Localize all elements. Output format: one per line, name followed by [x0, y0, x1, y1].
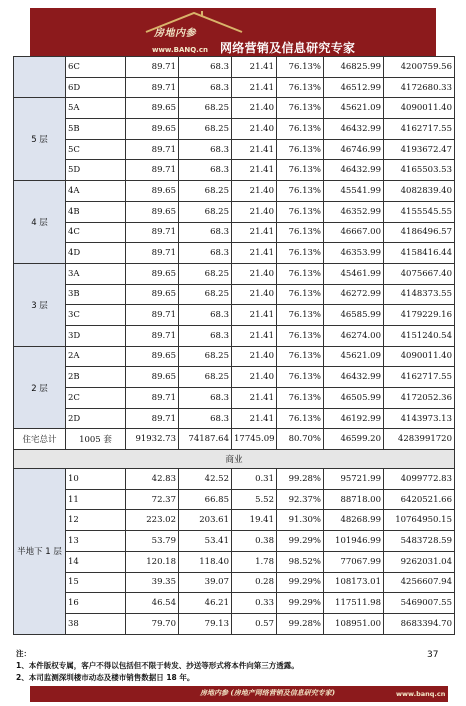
total-cell: 6420521.66: [384, 489, 455, 510]
total-cell: 4256607.94: [384, 572, 455, 593]
total-cell: 4193672.47: [384, 139, 455, 160]
price-cell: 46432.99: [324, 119, 384, 140]
total-price-cell: 46599.20: [324, 429, 384, 450]
floor-label-cell: 半地下 1 层: [14, 469, 66, 635]
section-label-cell: 商业: [14, 450, 455, 469]
net-cell: 68.25: [179, 98, 232, 119]
price-cell: 95721.99: [324, 469, 384, 490]
total-cell: 4148373.55: [384, 284, 455, 305]
net-cell: 68.25: [179, 346, 232, 367]
net-cell: 68.3: [179, 77, 232, 98]
net-cell: 118.40: [179, 551, 232, 572]
ratio-cell: 76.13%: [277, 57, 324, 78]
total-cell: 4090011.40: [384, 98, 455, 119]
ratio-cell: 76.13%: [277, 284, 324, 305]
table-row: [14, 510, 455, 531]
price-cell: 45621.09: [324, 346, 384, 367]
gross-cell: 89.71: [126, 243, 179, 264]
ratio-cell: 76.13%: [277, 408, 324, 429]
shared-cell: 21.40: [232, 346, 277, 367]
net-cell: 68.3: [179, 408, 232, 429]
table-row: [14, 325, 455, 346]
total-cell: 4082839.40: [384, 181, 455, 202]
unit-cell: 3C: [66, 305, 126, 326]
gross-cell: 53.79: [126, 531, 179, 552]
table-row: [14, 469, 455, 490]
unit-cell: 2D: [66, 408, 126, 429]
net-cell: 203.61: [179, 510, 232, 531]
gross-cell: 42.83: [126, 469, 179, 490]
total-shared-cell: 17745.09: [232, 429, 277, 450]
shared-cell: 19.41: [232, 510, 277, 531]
table-row: [14, 98, 455, 119]
ratio-cell: 91.30%: [277, 510, 324, 531]
shared-cell: 5.52: [232, 489, 277, 510]
floor-label-cell: 3 层: [14, 263, 66, 346]
price-cell: 46353.99: [324, 243, 384, 264]
table-row: [14, 222, 455, 243]
total-cell: 4162717.55: [384, 119, 455, 140]
shared-cell: 21.41: [232, 160, 277, 181]
gross-cell: 120.18: [126, 551, 179, 572]
ratio-cell: 76.13%: [277, 201, 324, 222]
total-gross-cell: 91932.73: [126, 429, 179, 450]
shared-cell: 21.41: [232, 77, 277, 98]
gross-cell: 89.71: [126, 388, 179, 409]
table-row: [14, 408, 455, 429]
net-cell: 66.85: [179, 489, 232, 510]
unit-cell: 6D: [66, 77, 126, 98]
shared-cell: 21.41: [232, 305, 277, 326]
table-row: [14, 346, 455, 367]
ratio-cell: 99.29%: [277, 531, 324, 552]
table-row: [14, 77, 455, 98]
table-row: [14, 181, 455, 202]
unit-cell: 4B: [66, 201, 126, 222]
shared-cell: 21.40: [232, 181, 277, 202]
ratio-cell: 99.28%: [277, 613, 324, 634]
net-cell: 68.25: [179, 181, 232, 202]
price-cell: 46192.99: [324, 408, 384, 429]
table-row: [14, 263, 455, 284]
net-cell: 42.52: [179, 469, 232, 490]
note-line-2: 2、本司监测深圳楼市动态及楼市销售数据日 18 年。: [16, 673, 195, 682]
ratio-cell: 76.13%: [277, 243, 324, 264]
total-cell: 4151240.54: [384, 325, 455, 346]
total-cell: 4162717.55: [384, 367, 455, 388]
ratio-cell: 76.13%: [277, 181, 324, 202]
ratio-cell: 76.13%: [277, 77, 324, 98]
gross-cell: 89.65: [126, 201, 179, 222]
ratio-cell: 76.13%: [277, 388, 324, 409]
table-row: [14, 572, 455, 593]
logo-text: 房地内参: [154, 28, 196, 39]
unit-cell: 3B: [66, 284, 126, 305]
notes: [16, 648, 426, 684]
unit-cell: 38: [66, 613, 126, 634]
net-cell: 68.25: [179, 119, 232, 140]
total-net-cell: 74187.64: [179, 429, 232, 450]
unit-cell: 11: [66, 489, 126, 510]
shared-cell: 21.41: [232, 408, 277, 429]
gross-cell: 223.02: [126, 510, 179, 531]
unit-cell: 4C: [66, 222, 126, 243]
unit-cell: 13: [66, 531, 126, 552]
price-cell: 46272.99: [324, 284, 384, 305]
total-cell: 4179229.16: [384, 305, 455, 326]
shared-cell: 21.41: [232, 222, 277, 243]
net-cell: 68.3: [179, 243, 232, 264]
unit-cell: 14: [66, 551, 126, 572]
shared-cell: 0.33: [232, 593, 277, 614]
footer-site-url: www.banq.cn: [396, 690, 446, 698]
table-row: [14, 551, 455, 572]
note-line-1: 1、本件版权专属，客户不得以包括但不限于转发、抄送等形式将本件向第三方透露。: [16, 661, 299, 670]
total-cell: 4143973.13: [384, 408, 455, 429]
shared-cell: 21.41: [232, 57, 277, 78]
table-row: [14, 489, 455, 510]
unit-cell: 12: [66, 510, 126, 531]
gross-cell: 89.71: [126, 160, 179, 181]
unit-cell: 4A: [66, 181, 126, 202]
shared-cell: 21.40: [232, 263, 277, 284]
shared-cell: 0.57: [232, 613, 277, 634]
price-cell: 117511.98: [324, 593, 384, 614]
unit-cell: 3A: [66, 263, 126, 284]
shared-cell: 21.40: [232, 201, 277, 222]
shared-cell: 21.40: [232, 284, 277, 305]
net-cell: 39.07: [179, 572, 232, 593]
total-total-cell: 4283991720: [384, 429, 455, 450]
page-header: [30, 8, 436, 56]
ratio-cell: 76.13%: [277, 160, 324, 181]
gross-cell: 89.65: [126, 98, 179, 119]
table-row: [14, 57, 455, 78]
total-cell: 4099772.83: [384, 469, 455, 490]
gross-cell: 89.71: [126, 408, 179, 429]
net-cell: 68.25: [179, 263, 232, 284]
net-cell: 68.25: [179, 367, 232, 388]
total-cell: 5469007.55: [384, 593, 455, 614]
gross-cell: 89.65: [126, 367, 179, 388]
unit-cell: 2B: [66, 367, 126, 388]
net-cell: 68.3: [179, 388, 232, 409]
shared-cell: 21.41: [232, 325, 277, 346]
net-cell: 68.25: [179, 201, 232, 222]
total-cell: 4090011.40: [384, 346, 455, 367]
gross-cell: 72.37: [126, 489, 179, 510]
total-cell: 4158416.44: [384, 243, 455, 264]
table-row: [14, 367, 455, 388]
shared-cell: 21.41: [232, 243, 277, 264]
gross-cell: 89.71: [126, 139, 179, 160]
price-cell: 46352.99: [324, 201, 384, 222]
price-cell: 46585.99: [324, 305, 384, 326]
shared-cell: 21.40: [232, 367, 277, 388]
net-cell: 68.3: [179, 305, 232, 326]
price-cell: 45461.99: [324, 263, 384, 284]
ratio-cell: 76.13%: [277, 119, 324, 140]
price-cell: 46825.99: [324, 57, 384, 78]
unit-cell: 15: [66, 572, 126, 593]
price-cell: 46512.99: [324, 77, 384, 98]
table-row: [14, 160, 455, 181]
floor-label-cell: 4 层: [14, 181, 66, 264]
gross-cell: 46.54: [126, 593, 179, 614]
page-number: 37: [427, 650, 439, 660]
shared-cell: 1.78: [232, 551, 277, 572]
shared-cell: 0.38: [232, 531, 277, 552]
table-row: [14, 139, 455, 160]
gross-cell: 39.35: [126, 572, 179, 593]
price-cell: 45621.09: [324, 98, 384, 119]
ratio-cell: 76.13%: [277, 325, 324, 346]
table-row: [14, 119, 455, 140]
unit-cell: 5D: [66, 160, 126, 181]
gross-cell: 89.71: [126, 77, 179, 98]
page-footer: [30, 686, 448, 702]
net-cell: 68.3: [179, 57, 232, 78]
price-cell: 45541.99: [324, 181, 384, 202]
net-cell: 79.13: [179, 613, 232, 634]
ratio-cell: 99.29%: [277, 572, 324, 593]
net-cell: 68.25: [179, 284, 232, 305]
unit-cell: 2C: [66, 388, 126, 409]
table-row: [14, 305, 455, 326]
unit-cell: 16: [66, 593, 126, 614]
table-row: [14, 284, 455, 305]
net-cell: 68.3: [179, 222, 232, 243]
unit-cell: 5A: [66, 98, 126, 119]
total-cell: 4075667.40: [384, 263, 455, 284]
notes-heading: 注：: [16, 649, 31, 658]
floor-label-cell: 2 层: [14, 346, 66, 429]
gross-cell: 79.70: [126, 613, 179, 634]
price-cell: 88718.00: [324, 489, 384, 510]
price-cell: 77067.99: [324, 551, 384, 572]
ratio-cell: 98.52%: [277, 551, 324, 572]
ratio-cell: 99.29%: [277, 593, 324, 614]
price-cell: 108173.01: [324, 572, 384, 593]
total-cell: 9262031.04: [384, 551, 455, 572]
total-cell: 4172680.33: [384, 77, 455, 98]
table-row: [14, 531, 455, 552]
net-cell: 68.3: [179, 325, 232, 346]
ratio-cell: 76.13%: [277, 139, 324, 160]
price-cell: 46667.00: [324, 222, 384, 243]
unit-cell: 5C: [66, 139, 126, 160]
price-cell: 46432.99: [324, 160, 384, 181]
total-cell: 4172052.36: [384, 388, 455, 409]
total-cell: 4200759.56: [384, 57, 455, 78]
total-ratio-cell: 80.70%: [277, 429, 324, 450]
shared-cell: 21.41: [232, 139, 277, 160]
total-cell: 4155545.55: [384, 201, 455, 222]
total-units-cell: 1005 套: [66, 429, 126, 450]
price-cell: 101946.99: [324, 531, 384, 552]
ratio-cell: 76.13%: [277, 263, 324, 284]
price-cell: 46432.99: [324, 367, 384, 388]
price-cell: 46505.99: [324, 388, 384, 409]
unit-cell: 10: [66, 469, 126, 490]
total-cell: 10764950.15: [384, 510, 455, 531]
total-label-cell: 住宅总计: [14, 429, 66, 450]
total-cell: 5483728.59: [384, 531, 455, 552]
gross-cell: 89.71: [126, 222, 179, 243]
shared-cell: 0.31: [232, 469, 277, 490]
unit-cell: 6C: [66, 57, 126, 78]
net-cell: 68.3: [179, 139, 232, 160]
gross-cell: 89.71: [126, 325, 179, 346]
total-cell: 4165503.53: [384, 160, 455, 181]
net-cell: 46.21: [179, 593, 232, 614]
gross-cell: 89.71: [126, 57, 179, 78]
table-row: [14, 201, 455, 222]
ratio-cell: 76.13%: [277, 98, 324, 119]
sales-table: [13, 56, 455, 635]
header-title: 网络营销及信息研究专家: [220, 41, 356, 55]
header-site-url: www.BANQ.cn: [152, 46, 208, 54]
table-row: [14, 388, 455, 409]
ratio-cell: 92.37%: [277, 489, 324, 510]
footer-text: 房地内参 (房地产网络营销及信息研究专家): [200, 688, 336, 697]
gross-cell: 89.65: [126, 181, 179, 202]
ratio-cell: 76.13%: [277, 222, 324, 243]
shared-cell: 21.40: [232, 119, 277, 140]
unit-cell: 4D: [66, 243, 126, 264]
gross-cell: 89.65: [126, 284, 179, 305]
gross-cell: 89.65: [126, 346, 179, 367]
section-row: [14, 450, 455, 469]
price-cell: 108951.00: [324, 613, 384, 634]
ratio-cell: 76.13%: [277, 346, 324, 367]
total-cell: 8683394.70: [384, 613, 455, 634]
table-row: [14, 613, 455, 634]
shared-cell: 0.28: [232, 572, 277, 593]
ratio-cell: 99.28%: [277, 469, 324, 490]
residential-total-row: [14, 429, 455, 450]
net-cell: 68.3: [179, 160, 232, 181]
shared-cell: 21.40: [232, 98, 277, 119]
price-cell: 46746.99: [324, 139, 384, 160]
net-cell: 53.41: [179, 531, 232, 552]
gross-cell: 89.65: [126, 119, 179, 140]
price-cell: 48268.99: [324, 510, 384, 531]
unit-cell: 5B: [66, 119, 126, 140]
unit-cell: 3D: [66, 325, 126, 346]
floor-label-cell: 5 层: [14, 98, 66, 181]
ratio-cell: 76.13%: [277, 367, 324, 388]
price-cell: 46274.00: [324, 325, 384, 346]
shared-cell: 21.41: [232, 388, 277, 409]
unit-cell: 2A: [66, 346, 126, 367]
floor-label-cell: [14, 57, 66, 98]
gross-cell: 89.65: [126, 263, 179, 284]
table-row: [14, 243, 455, 264]
gross-cell: 89.71: [126, 305, 179, 326]
total-cell: 4186496.57: [384, 222, 455, 243]
table-row: [14, 593, 455, 614]
ratio-cell: 76.13%: [277, 305, 324, 326]
